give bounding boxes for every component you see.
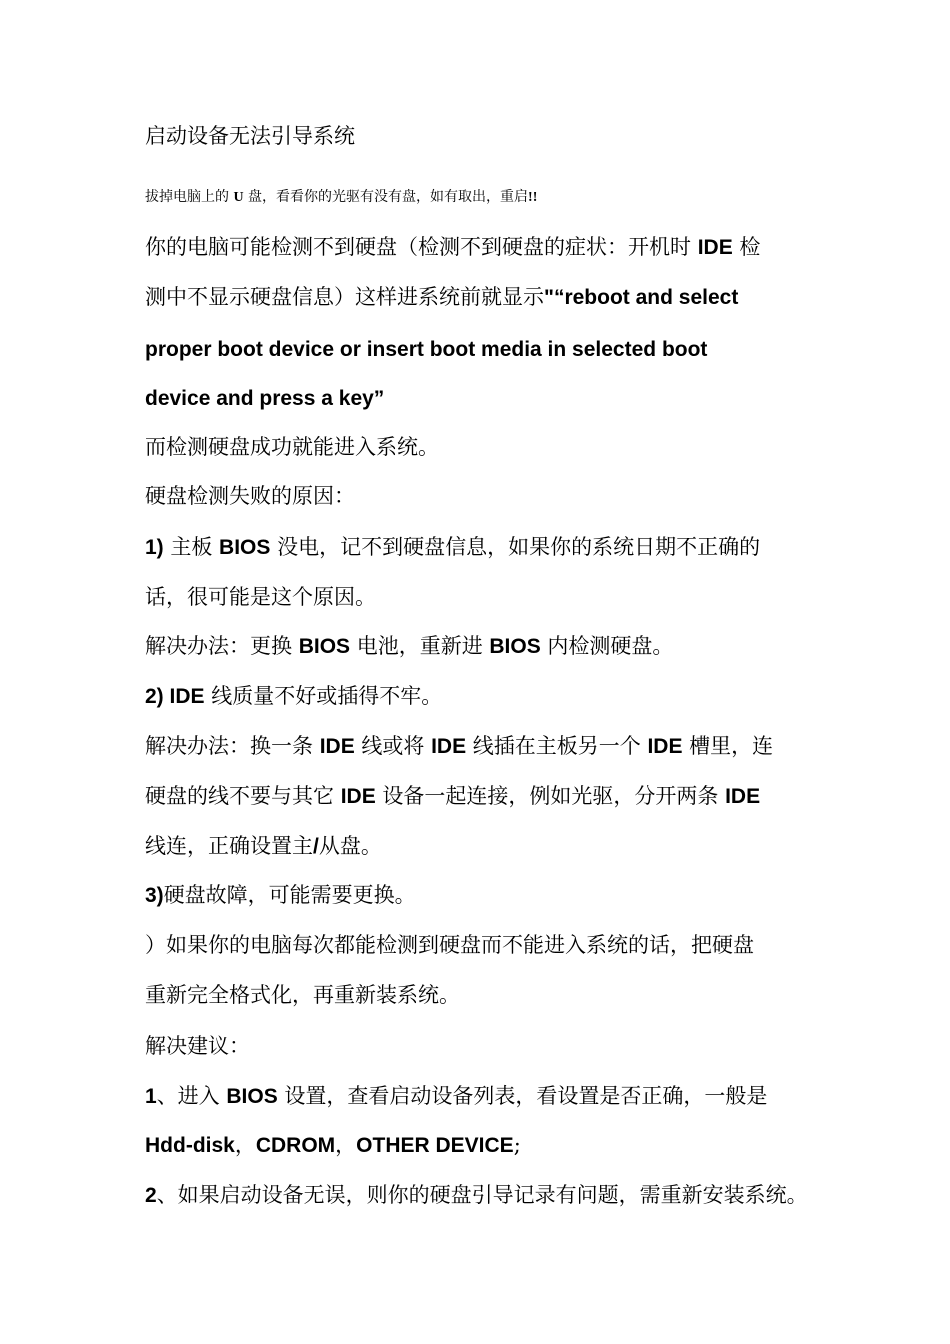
term-ide: IDE bbox=[647, 735, 683, 758]
note-u: U bbox=[233, 190, 244, 205]
text: 你的电脑可能检测不到硬盘（检测不到硬盘的症状：开机时 bbox=[145, 235, 698, 259]
advice-title: 解决建议： bbox=[145, 1034, 250, 1058]
list-item bbox=[145, 686, 442, 707]
term-ide: IDE bbox=[340, 785, 376, 808]
text: ， bbox=[234, 1133, 256, 1157]
text: 设备一起连接，例如光驱，分开两条 bbox=[375, 784, 726, 808]
text: 主板 bbox=[163, 535, 220, 559]
list-item: 话，很可能是这个原因。 bbox=[145, 585, 376, 609]
text: 检 bbox=[732, 235, 761, 259]
term-ide: IDE bbox=[431, 735, 467, 758]
note-line bbox=[145, 190, 537, 205]
item-number: 3) bbox=[145, 884, 164, 907]
note-text: 盘，看看你的光驱有没有盘，如有取出，重启 bbox=[243, 189, 529, 205]
text: 硬盘的线不要与其它 bbox=[145, 784, 341, 808]
document-title: 启动设备无法引导系统 bbox=[145, 124, 355, 148]
device-name: Hdd-disk bbox=[145, 1134, 235, 1157]
para-line bbox=[145, 287, 738, 308]
advice-item bbox=[145, 1086, 767, 1107]
solution-line bbox=[145, 836, 382, 857]
boot-message: proper boot device or insert boot media in selected boot bbox=[145, 338, 708, 361]
boot-message: "“reboot and select bbox=[544, 286, 739, 309]
text: ; bbox=[513, 1133, 521, 1157]
text: 线连，正确设置主 bbox=[145, 834, 313, 858]
text: 硬盘故障，可能需要更换。 bbox=[163, 883, 416, 907]
text: 槽里，连 bbox=[682, 734, 774, 758]
para-line: 硬盘检测失败的原因： bbox=[145, 484, 355, 508]
solution-line bbox=[145, 736, 773, 757]
list-item: ）如果你的电脑每次都能检测到硬盘而不能进入系统的话，把硬盘 bbox=[145, 933, 754, 957]
advice-item bbox=[145, 1135, 521, 1156]
list-item: 重新完全格式化，再重新装系统。 bbox=[145, 983, 460, 1007]
item-number: 1) bbox=[145, 536, 164, 559]
text: 内检测硬盘。 bbox=[540, 634, 674, 658]
text: 、如果启动设备无误，则你的硬盘引导记录有问题，需重新安装系统。 bbox=[156, 1183, 808, 1207]
para-line: 而检测硬盘成功就能进入系统。 bbox=[145, 435, 439, 459]
text: 解决办法：换一条 bbox=[145, 734, 320, 758]
term-ide: IDE bbox=[725, 785, 761, 808]
item-number: 2) IDE bbox=[145, 685, 205, 708]
text: 线质量不好或插得不牢。 bbox=[204, 684, 443, 708]
item-number: 1 bbox=[145, 1085, 157, 1108]
text: 线或将 bbox=[354, 734, 432, 758]
item-number: 2 bbox=[145, 1184, 157, 1207]
term-ide: IDE bbox=[319, 735, 355, 758]
solution-line bbox=[145, 636, 673, 657]
text: 、进入 bbox=[156, 1084, 227, 1108]
list-item bbox=[145, 885, 416, 906]
term-ide: IDE bbox=[697, 236, 733, 259]
list-item bbox=[145, 537, 760, 558]
solution-line bbox=[145, 786, 760, 807]
device-name: CDROM bbox=[255, 1134, 336, 1157]
device-name: OTHER DEVICE bbox=[356, 1134, 514, 1157]
term-bios: BIOS bbox=[226, 1085, 278, 1108]
text: 解决办法：更换 bbox=[145, 634, 299, 658]
term-bios: BIOS bbox=[298, 635, 351, 658]
text: 线插在主板另一个 bbox=[466, 734, 648, 758]
text: 从盘。 bbox=[318, 834, 382, 858]
note-exclaim: !! bbox=[528, 190, 538, 205]
text: 设置，查看启动设备列表，看设置是否正确，一般是 bbox=[277, 1084, 768, 1108]
term-bios: BIOS bbox=[489, 635, 541, 658]
text: 电池，重新进 bbox=[350, 634, 490, 658]
text: ， bbox=[335, 1133, 357, 1157]
slash: / bbox=[313, 835, 319, 858]
advice-item bbox=[145, 1185, 808, 1206]
text: 没电，记不到硬盘信息，如果你的系统日期不正确的 bbox=[270, 535, 761, 559]
text: 测中不显示硬盘信息）这样进系统前就显示 bbox=[145, 285, 544, 309]
boot-message: device and press a key” bbox=[145, 387, 385, 410]
term-bios: BIOS bbox=[219, 536, 271, 559]
note-text: 拔掉电脑上的 bbox=[145, 189, 234, 205]
para-line bbox=[145, 237, 760, 258]
